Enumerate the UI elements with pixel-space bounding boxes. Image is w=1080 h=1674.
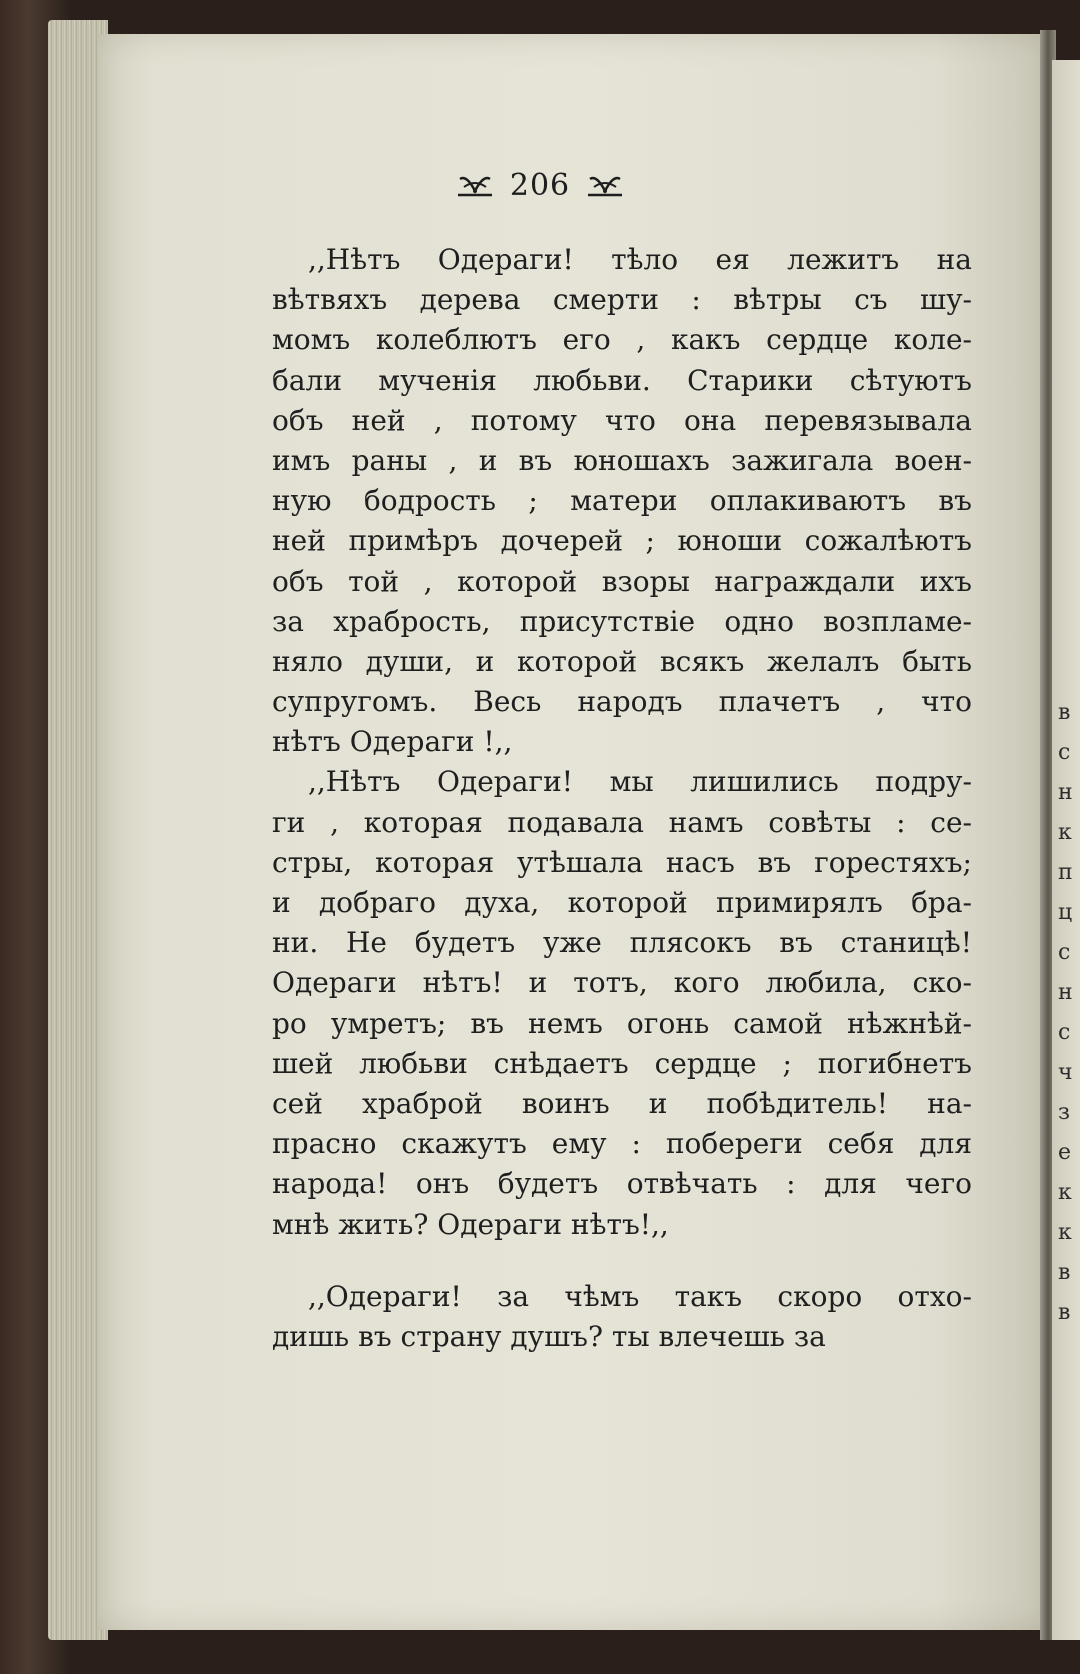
facing-page-letter: с — [1058, 1020, 1071, 1045]
page-header — [0, 168, 1080, 205]
text-line: супругомъ. Весь народъ плачетъ , что — [272, 685, 972, 719]
text-line: вѣтвяхъ дерева смерти : вѣтры съ шу- — [272, 283, 972, 317]
facing-page-letter: ц — [1058, 900, 1073, 925]
facing-page-letter: к — [1058, 1220, 1072, 1245]
facing-page-letter: в — [1058, 1300, 1071, 1325]
text-line: имъ раны , и въ юношахъ зажигала воен- — [272, 443, 972, 477]
text-line: ней примѣръ дочерей ; юноши сожалѣютъ — [272, 524, 972, 558]
text-line: ную бодрость ; матери оплакиваютъ въ — [272, 484, 972, 518]
text-line: прасно скажутъ ему : побереги себя для — [272, 1127, 972, 1161]
ornament-icon — [454, 171, 496, 201]
text-line: мнѣ жить? Одераги нѣтъ!,, — [272, 1207, 669, 1241]
facing-page-letter: з — [1058, 1100, 1070, 1125]
text-line: нѣтъ Одераги !,, — [272, 725, 513, 759]
facing-page-letter: к — [1058, 820, 1072, 845]
text-line: за храбрость, присутствіе одно возпламе- — [272, 604, 972, 638]
paragraph — [272, 1277, 972, 1357]
text-line: ,,Нѣтъ Одераги! тѣло ея лежитъ на — [308, 243, 972, 276]
text-line: ни. Не будетъ уже плясокъ въ станицѣ! — [272, 926, 972, 960]
paragraph — [272, 240, 972, 762]
paragraph — [272, 762, 972, 1244]
text-line: ги , которая подавала намъ совѣты : се- — [272, 805, 972, 839]
facing-page-letter: е — [1058, 1140, 1072, 1165]
facing-page-letter: н — [1058, 780, 1073, 805]
facing-page-letter: ч — [1058, 1060, 1073, 1085]
facing-page-letter: с — [1058, 940, 1071, 965]
text-line: ,,Одераги! за чѣмъ такъ скоро отхо- — [308, 1279, 972, 1313]
text-line: объ ней , потому что она перевязывала — [272, 403, 972, 437]
facing-page-edge — [1052, 60, 1080, 1640]
text-line: ,,Нѣтъ Одераги! мы лишились подру- — [308, 765, 972, 799]
text-line: Одераги нѣтъ! и тотъ, кого любила, ско- — [272, 966, 972, 1000]
facing-page-letter: в — [1058, 700, 1071, 725]
text-line: народа! онъ будетъ отвѣчать : для чего — [272, 1167, 972, 1201]
ornament-icon — [584, 171, 626, 201]
text-line: дишь въ страну душъ? ты влечешь за — [272, 1319, 826, 1353]
text-line: и добраго духа, которой примирялъ бра- — [272, 886, 972, 919]
paragraph-spacer — [272, 1245, 972, 1277]
text-line: объ той , которой взоры награждали ихъ — [272, 564, 972, 598]
text-line: стры, которая утѣшала насъ въ горестяхъ; — [272, 845, 972, 879]
text-line: бали мученія любьви. Старики сѣтуютъ — [272, 363, 972, 397]
facing-page-letter: п — [1058, 860, 1073, 885]
facing-page-letter: н — [1058, 980, 1073, 1005]
body-text — [272, 240, 972, 1357]
text-line: сей храброй воинъ и побѣдитель! на- — [272, 1086, 972, 1120]
text-line: момъ колеблютъ его , какъ сердце коле- — [272, 323, 972, 357]
facing-page-letter: к — [1058, 1180, 1072, 1205]
facing-page-letter: в — [1058, 1260, 1071, 1285]
page-number: 206 — [509, 168, 571, 203]
text-line: ро умретъ; въ немъ огонь самой нѣжнѣй- — [272, 1006, 972, 1040]
text-line: шей любьви снѣдаетъ сердце ; погибнетъ — [272, 1046, 972, 1080]
text-line: няло души, и которой всякъ желалъ быть — [272, 644, 972, 678]
facing-page-letter: с — [1058, 740, 1071, 765]
